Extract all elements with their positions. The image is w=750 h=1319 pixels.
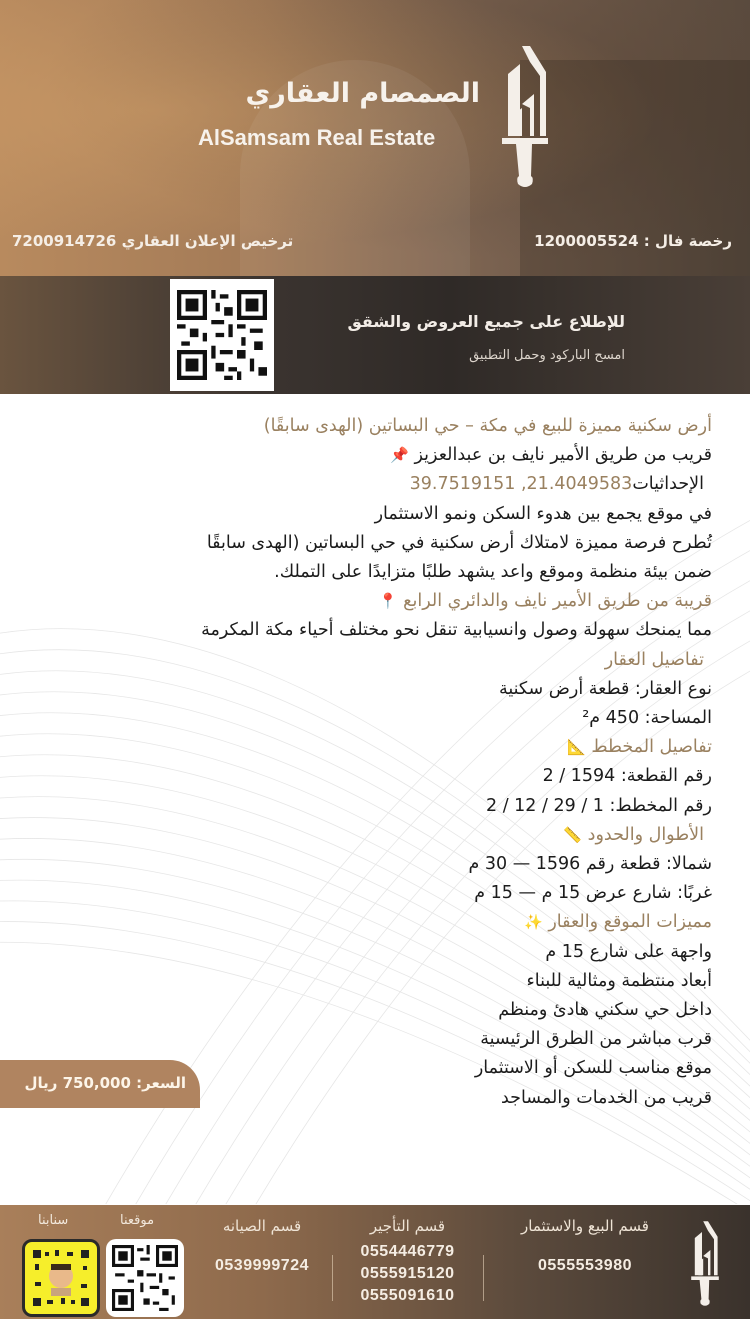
maintenance-department [198,1217,326,1277]
near-road-text: قريب من طريق الأمير نايف بن عبدالعزيز [414,445,712,466]
sword-building-logo-icon [500,44,550,194]
footer-divider [332,1255,333,1301]
app-qr-code[interactable] [170,279,274,391]
ad-license-number: ترخيص الإعلان العقاري 7200914726 [12,232,294,250]
browse-offers-text: للإطلاع على جميع العروض والشقق [347,312,625,331]
rent-department [350,1217,465,1307]
feature-item: أبعاد منتظمة ومثالية للبناء [526,970,712,991]
property-details-heading: تفاصيل العقار [604,649,704,670]
price-tag: السعر: 750,000 ريال [0,1060,200,1108]
sparkles-icon: ✨ [524,913,543,932]
coordinates-value[interactable]: 21.4049583, 39.7519151 [409,474,633,495]
scan-download-text: امسح الباركود وحمل التطبيق [469,348,625,363]
maintenance-title: قسم الصيانه [222,1217,302,1235]
pushpin-icon: 📌 [390,446,409,465]
rent-phone-2[interactable]: 0555915120 [360,1265,455,1282]
bounds-heading-line [0,821,712,850]
features-heading: مميزات الموقع والعقار [548,912,712,933]
coordinates-line [0,470,712,499]
header-banner [0,0,750,276]
description-line-2: تُطرح فرصة مميزة لامتلاك أرض سكنية في حي البساتين (الهدى سابقًا [206,532,712,553]
description-line-1: في موقع يجمع بين هدوء السكن ونمو الاستثمار [374,503,712,524]
property-area: المساحة: 450 م² [582,708,712,729]
snapchat-label: سنابنا [38,1213,69,1228]
rent-phone-3[interactable]: 0555091610 [360,1287,455,1304]
rent-title: قسم التأجير [369,1217,446,1235]
sales-department [490,1217,680,1277]
feature-item: قرب مباشر من الطرق الرئيسية [480,1029,712,1050]
qr-code-icon [177,290,267,380]
listing-title: أرض سكنية مميزة للبيع في مكة – حي البساتين (الهدى سابقًا) [263,416,712,436]
snapchat-avatar-icon [31,1248,91,1308]
feature-item: موقع مناسب للسكن أو الاستثمار [474,1058,712,1079]
qr-code-icon [112,1245,178,1311]
plan-details-heading-line [0,733,712,762]
app-qr-band [0,276,750,394]
location-qr-code[interactable] [106,1239,184,1317]
maintenance-phone[interactable]: 0539999724 [215,1257,309,1274]
listing-description [0,412,712,1113]
plot-number: رقم القطعة: 1594 / 2 [542,766,712,787]
near-ring-road-line [0,587,712,616]
north-boundary: شمالا: قطعة رقم 1596 — 30 م [468,854,712,875]
rent-phone-1[interactable]: 0554446779 [360,1243,455,1260]
feature-item: داخل حي سكني هادئ ومنظم [498,1000,712,1021]
brand-name-english: AlSamsam Real Estate [198,125,436,150]
bounds-heading: الأطوال والحدود [587,824,704,845]
triangular-ruler-icon: 📐 [567,738,586,757]
sales-title: قسم البيع والاستثمار [521,1217,649,1235]
footer-divider [483,1255,484,1301]
description-line-3: ضمن بيئة منظمة وموقع واعد يشهد طلبًا متزايدًا على التملك. [274,562,712,583]
feature-item: واجهة على شارع 15 م [545,941,712,962]
plan-details-heading: تفاصيل المخطط [591,737,712,758]
property-type: نوع العقار: قطعة أرض سكنية [498,678,712,699]
brand-name-arabic: الصمصام العقاري [245,78,480,109]
plan-number: رقم المخطط: 1 / 29 / 12 / 2 [486,795,712,816]
contact-footer [0,1205,750,1319]
feature-item: قريب من الخدمات والمساجد [500,1087,712,1108]
coordinates-label: الإحداثيات [632,474,704,495]
location-pin-icon: 📍 [378,592,398,611]
sales-phone[interactable]: 0555553980 [538,1257,632,1274]
footer-logo-icon [690,1217,720,1313]
location-label: موقعنا [120,1213,155,1228]
straight-ruler-icon: 📏 [563,825,583,844]
near-ring-road-text: قريبة من طريق الأمير نايف والدائري الرابع [403,591,712,612]
snapchat-code[interactable] [22,1239,100,1317]
features-heading-line [0,908,712,937]
near-road-line [0,441,712,470]
west-boundary: غربًا: شارع عرض 15 م — 15 م [474,883,712,904]
description-line-4: مما يمنحك سهولة وصول وانسيابية تنقل نحو مختلف أحياء مكة المكرمة [201,620,712,641]
fal-license-number: رخصة فال : 1200005524 [534,232,732,250]
